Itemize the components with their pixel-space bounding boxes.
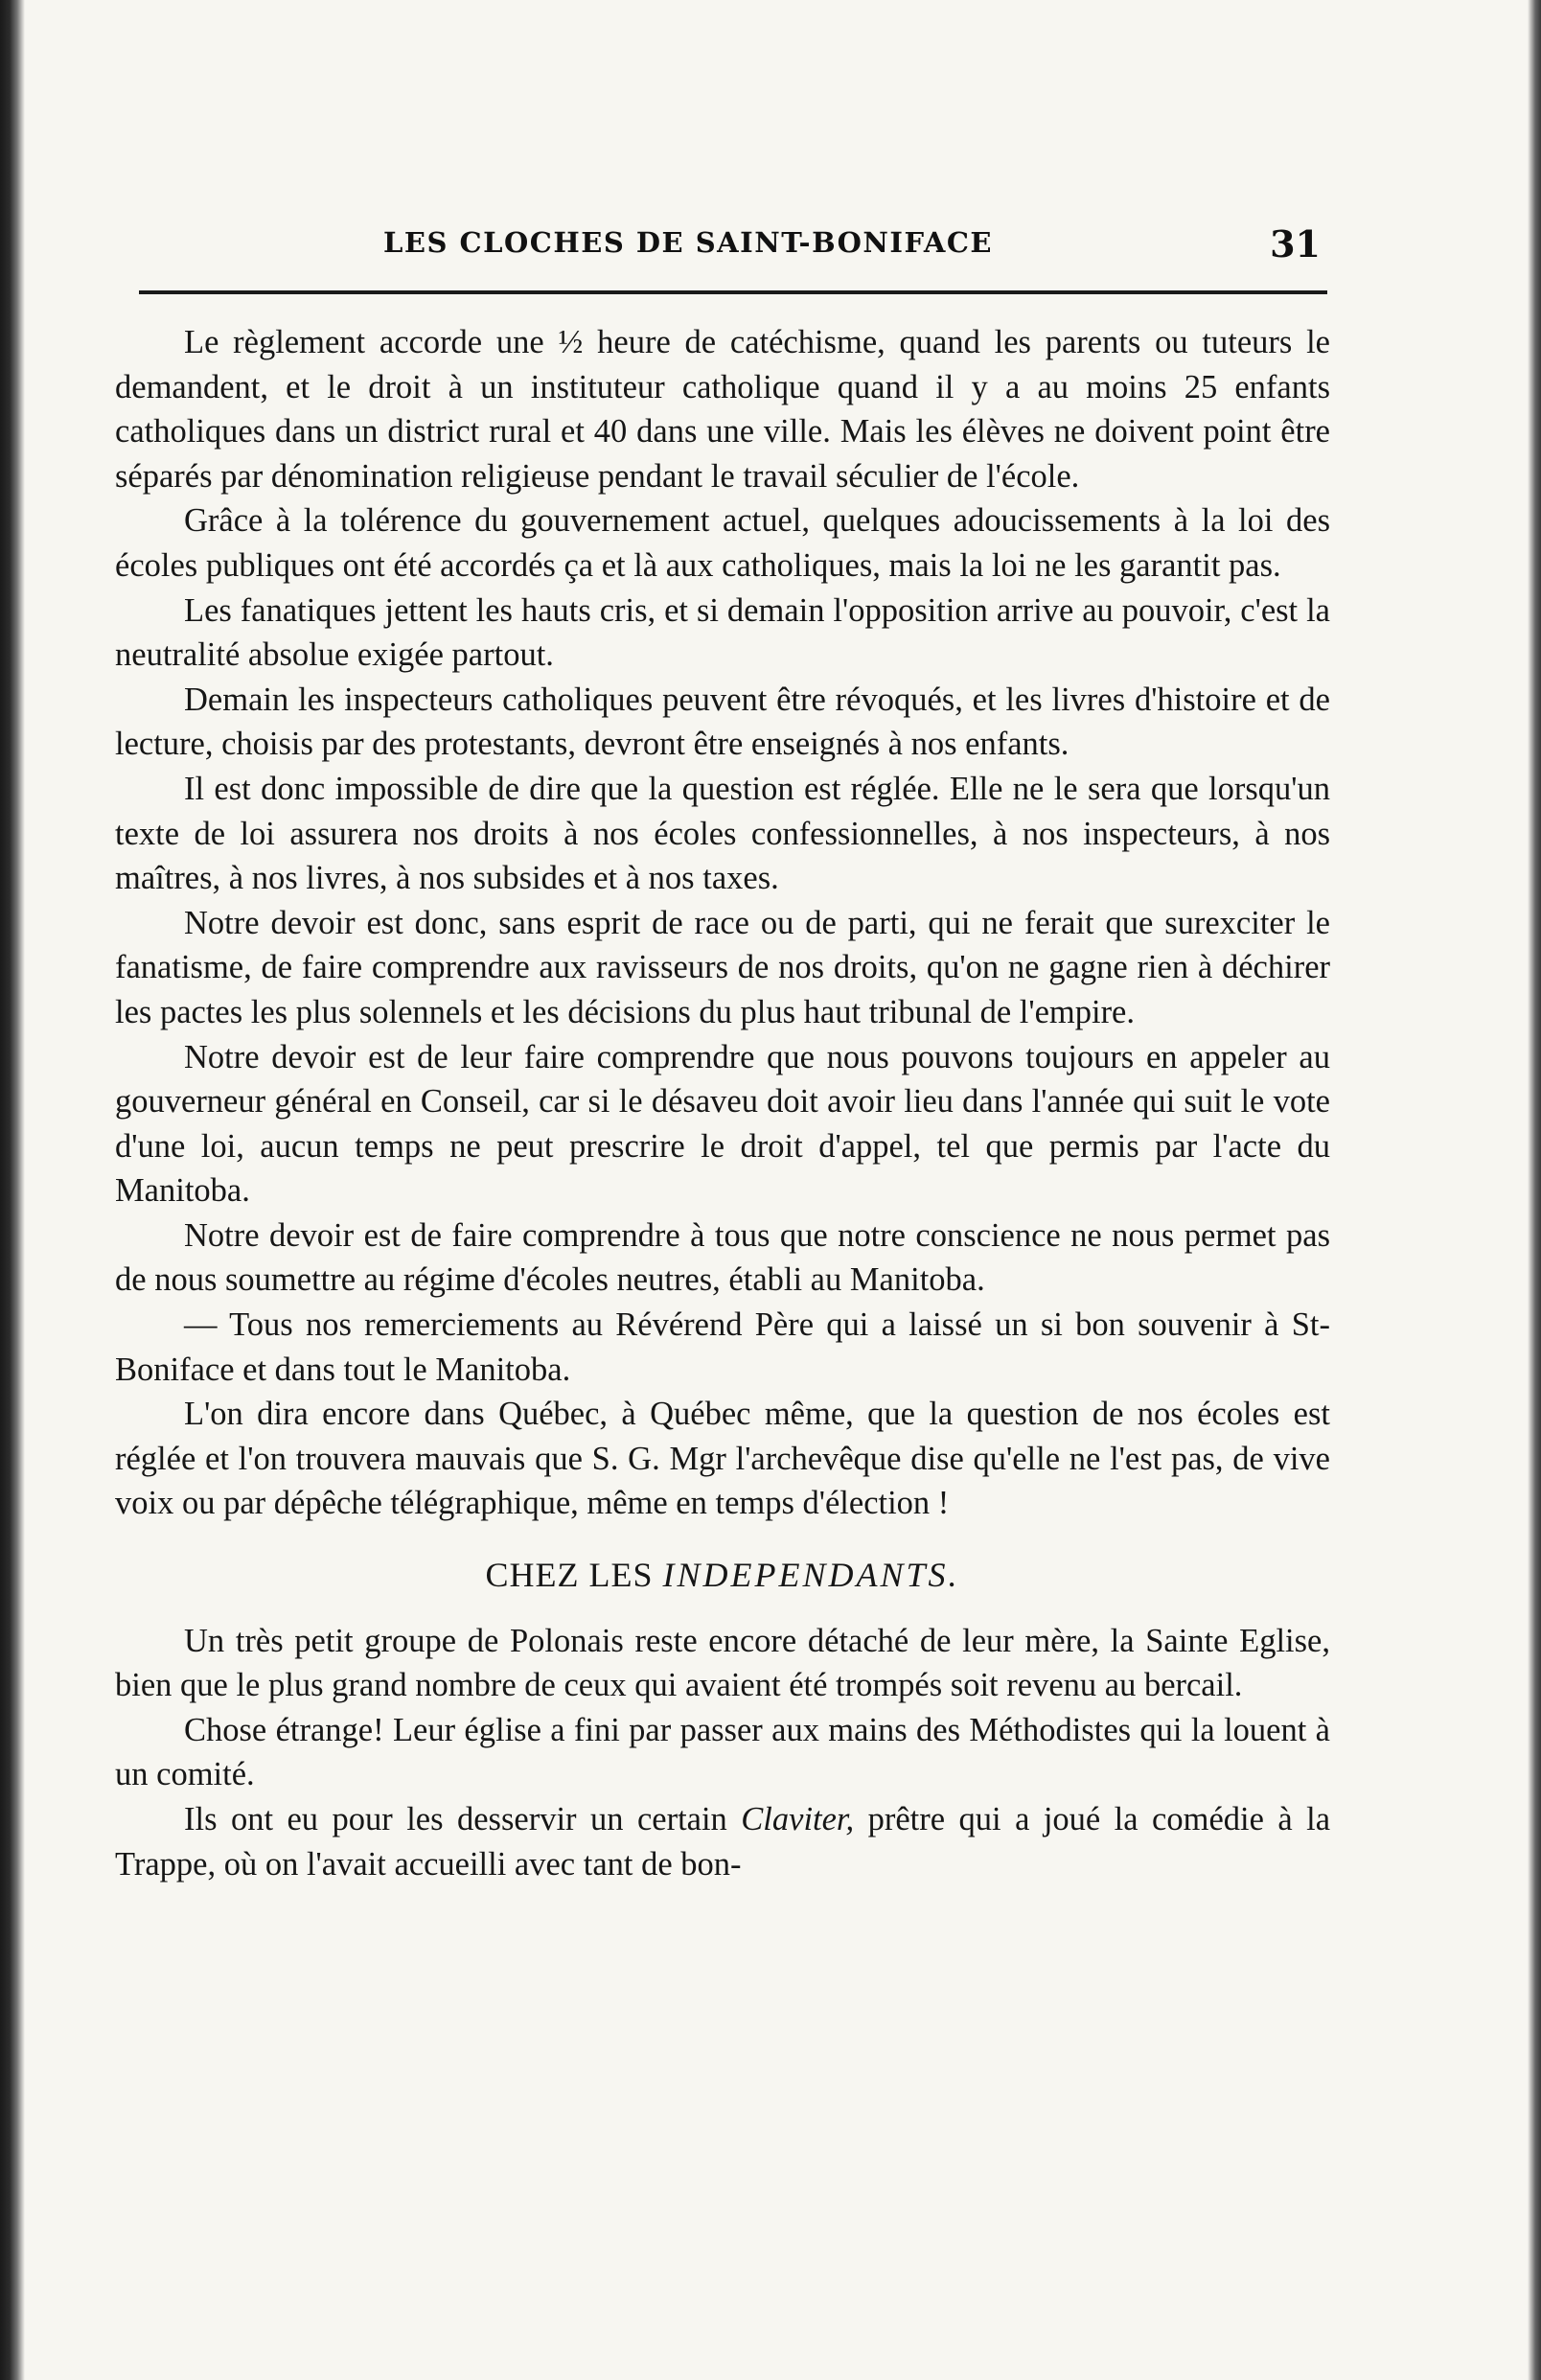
paragraph: Chose étrange! Leur église a fini par passer aux mains des Méthodistes qui la louent à un comité. bbox=[115, 1711, 1330, 1793]
section-heading-prefix: CHEZ LES bbox=[485, 1556, 654, 1595]
paragraph: Le règlement accorde une ½ heure de catéchisme, quand les parents ou tuteurs le demandent, et le droit à un instituteur catholique quand il y a au moins 25 enfants catholiques dans un district rural et 40 dans une ville. Mais les élèves ne doivent point être séparés par dénomination religieuse pendant le travail séculier de l'école. bbox=[115, 324, 1330, 495]
paragraph: Les fanatiques jettent les hauts cris, et si demain l'opposition arrive au pouvoir, c'est la neutralité absolue exigée partout. bbox=[115, 591, 1330, 674]
running-title: LES CLOCHES DE SAINT-BONIFACE bbox=[383, 226, 994, 259]
paragraph: Notre devoir est de faire comprendre à tous que notre conscience ne nous permet pas de nous soumettre au régime d'écoles neutres, établi au Manitoba. bbox=[115, 1216, 1330, 1299]
paragraph: L'on dira encore dans Québec, à Québec même, que la question de nos écoles est réglée et l'on trouvera mauvais que S. G. Mgr l'archevêque dise qu'elle ne l'est pas, de vive voix ou par dépêche télégraphique, même en temps d'élection ! bbox=[115, 1396, 1330, 1522]
paragraph: Demain les inspecteurs catholiques peuvent être révoqués, et les livres d'histoire et de lecture, choisis par des protestants, devront être enseignés à nos enfants. bbox=[115, 681, 1330, 763]
paragraph: Il est donc impossible de dire que la question est réglée. Elle ne le sera que lorsqu'un texte de loi assurera nos droits à nos écoles confessionnelles, à nos inspecteurs, à nos maîtres, à nos livres, à nos subsides et à nos taxes. bbox=[115, 770, 1330, 897]
paragraph bbox=[115, 1797, 1330, 1886]
header-rule bbox=[139, 290, 1327, 294]
paragraph: Grâce à la tolérence du gouvernement actuel, quelques adoucissements à la loi des écoles publiques ont été accordés ça et là aux catholiques, mais la loi ne les garantit pas. bbox=[115, 502, 1330, 584]
page-number: 31 bbox=[1270, 222, 1321, 266]
section-heading-italic: INDEPENDANTS. bbox=[662, 1556, 960, 1595]
paragraph-text: Ils ont eu pour les desservir un certain bbox=[184, 1801, 727, 1837]
paragraph: Notre devoir est de leur faire comprendre que nous pouvons toujours en appeler au gouverneur général en Conseil, car si le désaveu doit avoir lieu dans l'année qui suit le vote d'une loi, aucun temps ne peut prescrire le droit d'appel, tel que permis par l'acte du Manitoba. bbox=[115, 1038, 1330, 1210]
paragraph: — Tous nos remerciements au Révérend Père qui a laissé un si bon souvenir à St-Boniface et dans tout le Manitoba. bbox=[115, 1306, 1330, 1388]
paragraph: Notre devoir est donc, sans esprit de race ou de parti, qui ne ferait que surexciter le fanatisme, de faire comprendre aux ravisseurs de nos droits, qu'on ne gagne rien à déchirer les pactes les plus solennels et les décisions du plus haut tribunal de l'empire. bbox=[115, 904, 1330, 1030]
paragraph: Un très petit groupe de Polonais reste encore détaché de leur mère, la Sainte Eglise, bien que le plus grand nombre de ceux qui avaient été trompés soit revenu au bercail. bbox=[115, 1622, 1330, 1704]
section-heading bbox=[115, 1553, 1330, 1598]
scan-left-edge bbox=[0, 0, 25, 2380]
italic-name: Claviter, bbox=[741, 1801, 855, 1837]
paragraph-text: prêtre qui a joué la comédie à la Trappe, où on l'avait accueilli avec tant de bon- bbox=[115, 1801, 1331, 1883]
body-text bbox=[115, 320, 1330, 1886]
scan-right-edge bbox=[1528, 0, 1541, 2380]
page-header bbox=[144, 222, 1332, 276]
